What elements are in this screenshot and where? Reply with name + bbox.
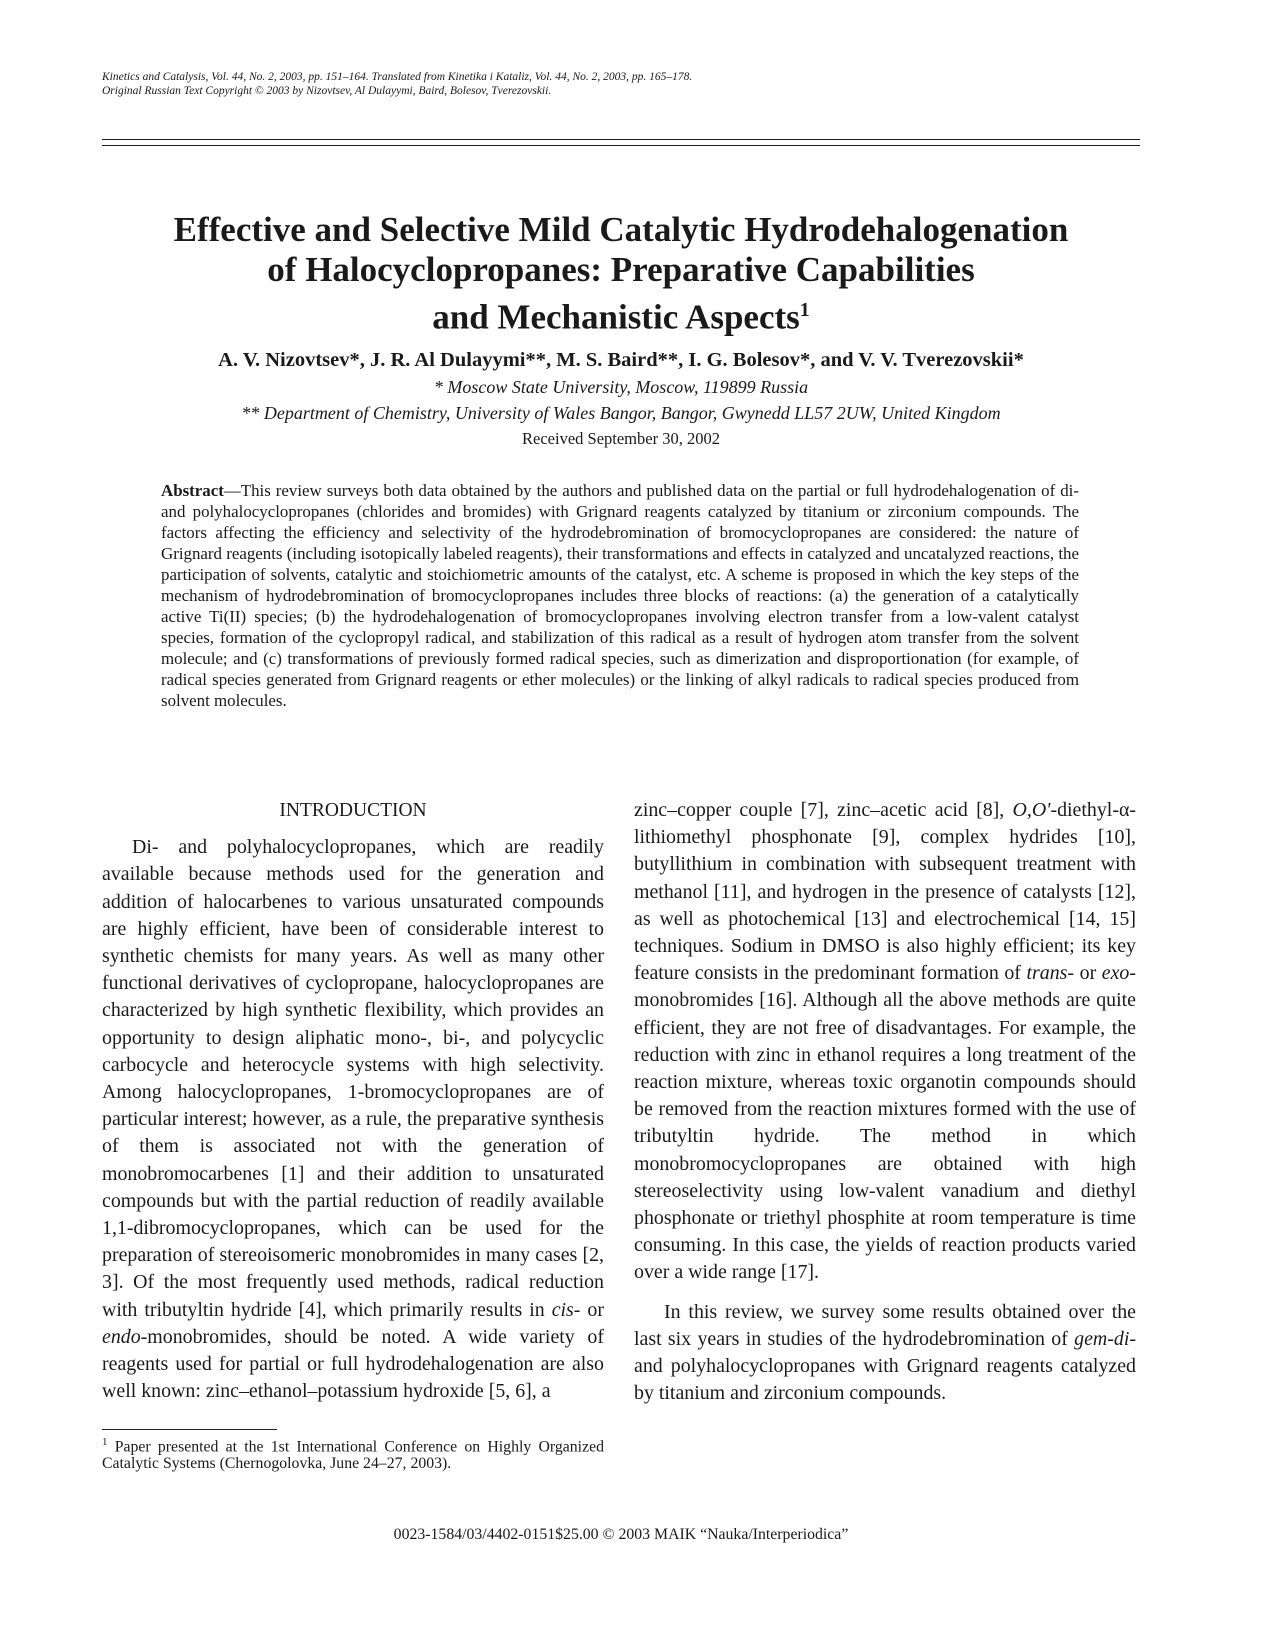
footnote xyxy=(102,1434,604,1472)
header-rule-top xyxy=(102,139,1140,140)
title-line-3: and Mechanistic Aspects xyxy=(432,297,800,337)
affiliation-1: * Moscow State University, Moscow, 119899 Russia xyxy=(433,377,809,397)
copyright-footer: 0023-1584/03/4402-0151$25.00 © 2003 MAIK “Nauka/Interperiodica” xyxy=(393,1526,849,1543)
footnote-text: Paper presented at the 1st International Conference on Highly Organized Catalytic Systems (Chernogolovka, June 24–27, 2003). xyxy=(102,1438,604,1473)
affiliation-2: ** Department of Chemistry, University of Wales Bangor, Bangor, Gwynedd LL57 2UW, United Kingdom xyxy=(241,403,1001,423)
footnote-rule xyxy=(102,1429,277,1430)
intro-paragraph-1-continued: zinc–copper couple [7], zinc–acetic acid [8], O,O'-diethyl-α-lithiomethyl phosphonate [9], complex hydrides [10], butyllithium in combination with subsequent treatment with methanol [11], and hydrogen in the presence of catalysts [12], as well as photochemical [13] and electrochemical [14, 15] techniques. Sodium in DMSO is also highly efficient; its key feature consists in the predominant formation of trans- or exo-monobromides [16]. Although all the above methods are quite efficient, they are not free of disadvantages. For example, the reduction with zinc in ethanol requires a long treatment of the reaction mixture, whereas toxic organotin compounds should be removed from the reaction mixtures formed with the use of tributyltin hydride. The method in which monobromocyclopropanes are obtained with high stereoselectivity using low-valent vanadium and diethyl phosphonate or triethyl phosphite at room temperature is time consuming. In this case, the yields of reaction products varied over a wide range [17]. xyxy=(634,799,1136,1284)
author-list: A. V. Nizovtsev*, J. R. Al Dulayymi**, M. S. Baird**, I. G. Bolesov*, and V. V. Tverezovskii* xyxy=(218,349,1024,371)
intro-paragraph-1: Di- and polyhalocyclopropanes, which are readily available because methods used for the generation and addition of halocarbenes to various unsaturated compounds are highly efficient, have been of considerable interest to synthetic chemists for many years. As well as many other functional derivatives of cyclopropane, halocyclopropanes are characterized by high synthetic flexibility, which provides an opportunity to design aliphatic mono-, bi-, and polycyclic carbocycle and heterocycle systems with high selectivity. Among halocyclopropanes, 1-bromocyclopropanes are of particular interest; however, as a rule, the preparative synthesis of them is associated not with the generation of monobromocarbenes [1] and their addition to unsaturated compounds but with the partial reduction of readily available 1,1-dibromocyclopropanes, which can be used for the preparation of stereoisomeric monobromides in many cases [2, 3]. Of the most frequently used methods, radical reduction with tributyltin hydride [4], which primarily results in cis- or endo-monobromides, should be noted. A wide variety of reagents used for partial or full hydrodehalogenation are also well known: zinc–ethanol–potassium hydroxide [5, 6], a xyxy=(102,836,604,1403)
right-column xyxy=(634,797,1136,1407)
received-date: Received September 30, 2002 xyxy=(522,429,720,448)
header-line-1: Kinetics and Catalysis, Vol. 44, No. 2, 2003, pp. 151–164. Translated from Kinetika i Kataliz, Vol. 44, No. 2, 2003, pp. 165–178. xyxy=(102,71,693,83)
section-heading-introduction: INTRODUCTION xyxy=(279,800,427,821)
abstract xyxy=(161,480,1079,711)
intro-paragraph-2: In this review, we survey some results obtained over the last six years in studies of the hydrodebromination of gem-di- and polyhalocyclopropanes with Grignard reagents catalyzed by titanium and zirconium compounds. xyxy=(634,1300,1136,1405)
title-line-1: Effective and Selective Mild Catalytic Hydrodehalogenation xyxy=(173,210,1069,249)
left-column xyxy=(102,797,604,1405)
header-line-2: Original Russian Text Copyright © 2003 by Nizovtsev, Al Dulayymi, Baird, Bolesov, Tverezovskii. xyxy=(102,85,552,97)
abstract-text: —This review surveys both data obtained by the authors and published data on the partial or full hydrodehalogenation of di- and polyhalocyclopropanes (chlorides and bromides) with Grignard reagents catalyzed by titanium or zirconium compounds. The factors affecting the efficiency and selectivity of the hydrodebromination of bromocyclopropanes are considered: the nature of Grignard reagents (including isotopically labeled reagents), their transformations and effects in catalyzed and uncatalyzed reactions, the participation of solvents, catalytic and stoichiometric amounts of the catalyst, etc. A scheme is proposed in which the key steps of the mechanism of hydrodebromination of bromocyclopropanes includes three blocks of reactions: (a) the generation of a catalytically active Ti(II) species; (b) the hydrodehalogenation of bromocyclopropanes involving electron transfer from a low-valent catalyst species, formation of the cyclopropyl radical, and stabilization of this radical as a result of hydrogen atom transfer from the solvent molecule; and (c) transformations of previously formed radical species, such as dimerization and disproportionation (for example, of radical species generated from Grignard reagents or ether molecules) or the linking of alkyl radicals to radical species produced from solvent molecules. xyxy=(161,481,1079,710)
footnote-mark: 1 xyxy=(102,1436,108,1448)
title-line-2: of Halocyclopropanes: Preparative Capabilities xyxy=(267,250,975,289)
article-title xyxy=(102,210,1140,338)
journal-header xyxy=(102,70,1142,98)
abstract-label: Abstract xyxy=(161,481,224,500)
title-footnote-mark: 1 xyxy=(799,299,810,321)
header-rule-bottom xyxy=(102,145,1140,146)
